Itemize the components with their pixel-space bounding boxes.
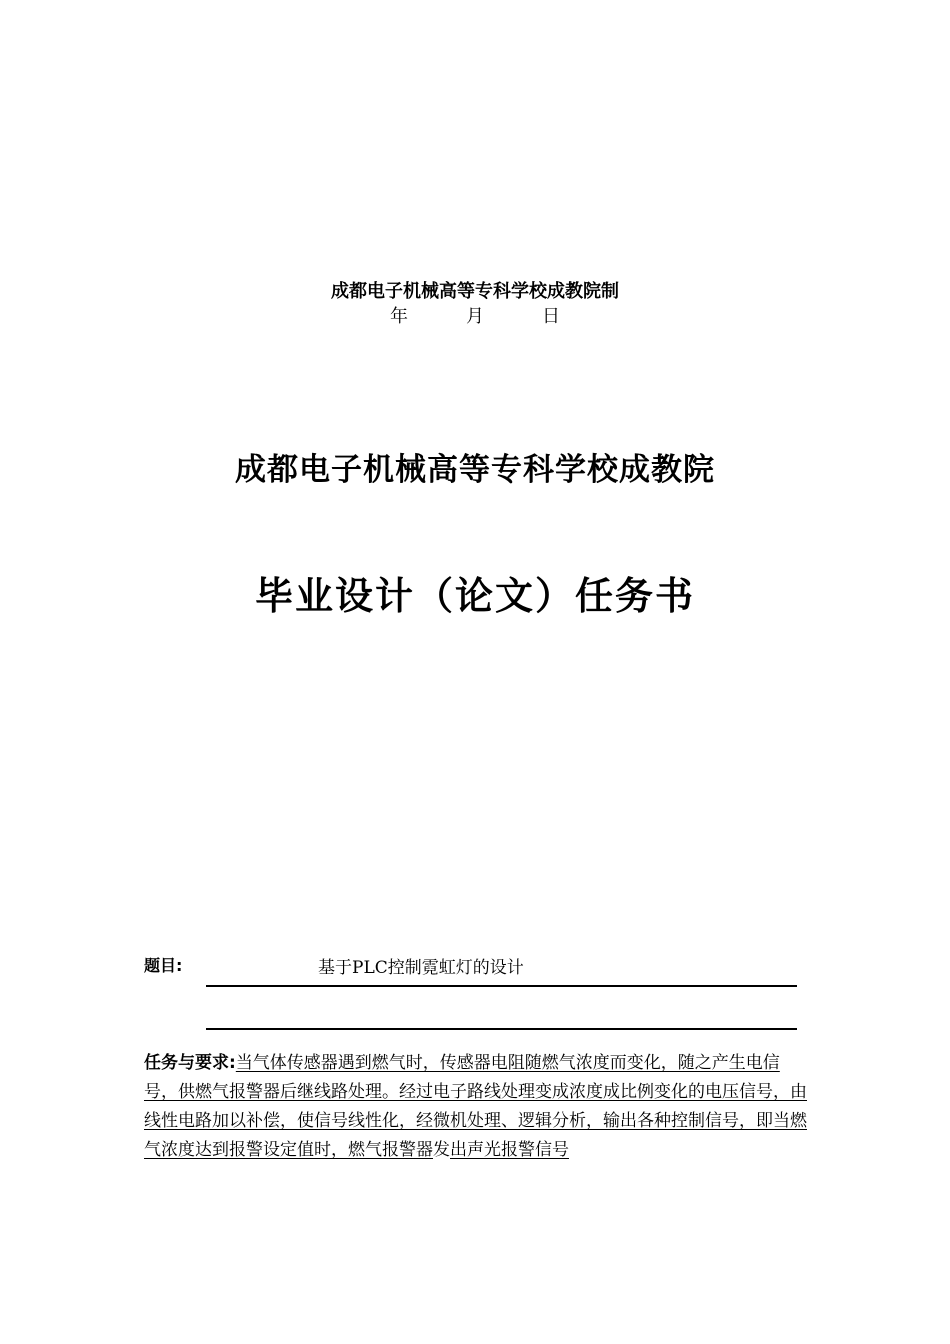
- date-year: 年: [390, 306, 408, 327]
- topic-underline-2: [206, 1028, 797, 1030]
- date-line: [0, 302, 950, 328]
- document-title: 毕业设计（论文）任务书: [254, 574, 695, 618]
- task-connector: 发: [433, 1140, 450, 1160]
- task-body: 当气体传感器遇到燃气时，传感器电阻随燃气浓度而变化，随之产生电信号，供燃气报警器后继线路处理。经过电子路线处理变成浓度成比例变化的电压信号，由线性电路加以补偿，使信号线性化，经微机处理、逻辑分析，输出各种控制信号，即当燃气浓度达到报警设定值时，燃气报警器: [144, 1053, 807, 1160]
- topic-value: 基于PLC控制霓虹灯的设计: [318, 958, 524, 978]
- task-tail: 出声光报警信号: [450, 1140, 569, 1160]
- task-label: 任务与要求:: [144, 1053, 236, 1073]
- date-month: 月: [466, 306, 484, 327]
- topic-underline-1: [206, 985, 797, 987]
- task-requirements: [144, 1049, 808, 1165]
- school-title: 成都电子机械高等专科学校成教院: [235, 452, 715, 488]
- date-day: 日: [542, 306, 560, 327]
- issuer-line: 成都电子机械高等专科学校成教院制: [331, 281, 619, 302]
- topic-label: 题目:: [144, 956, 183, 975]
